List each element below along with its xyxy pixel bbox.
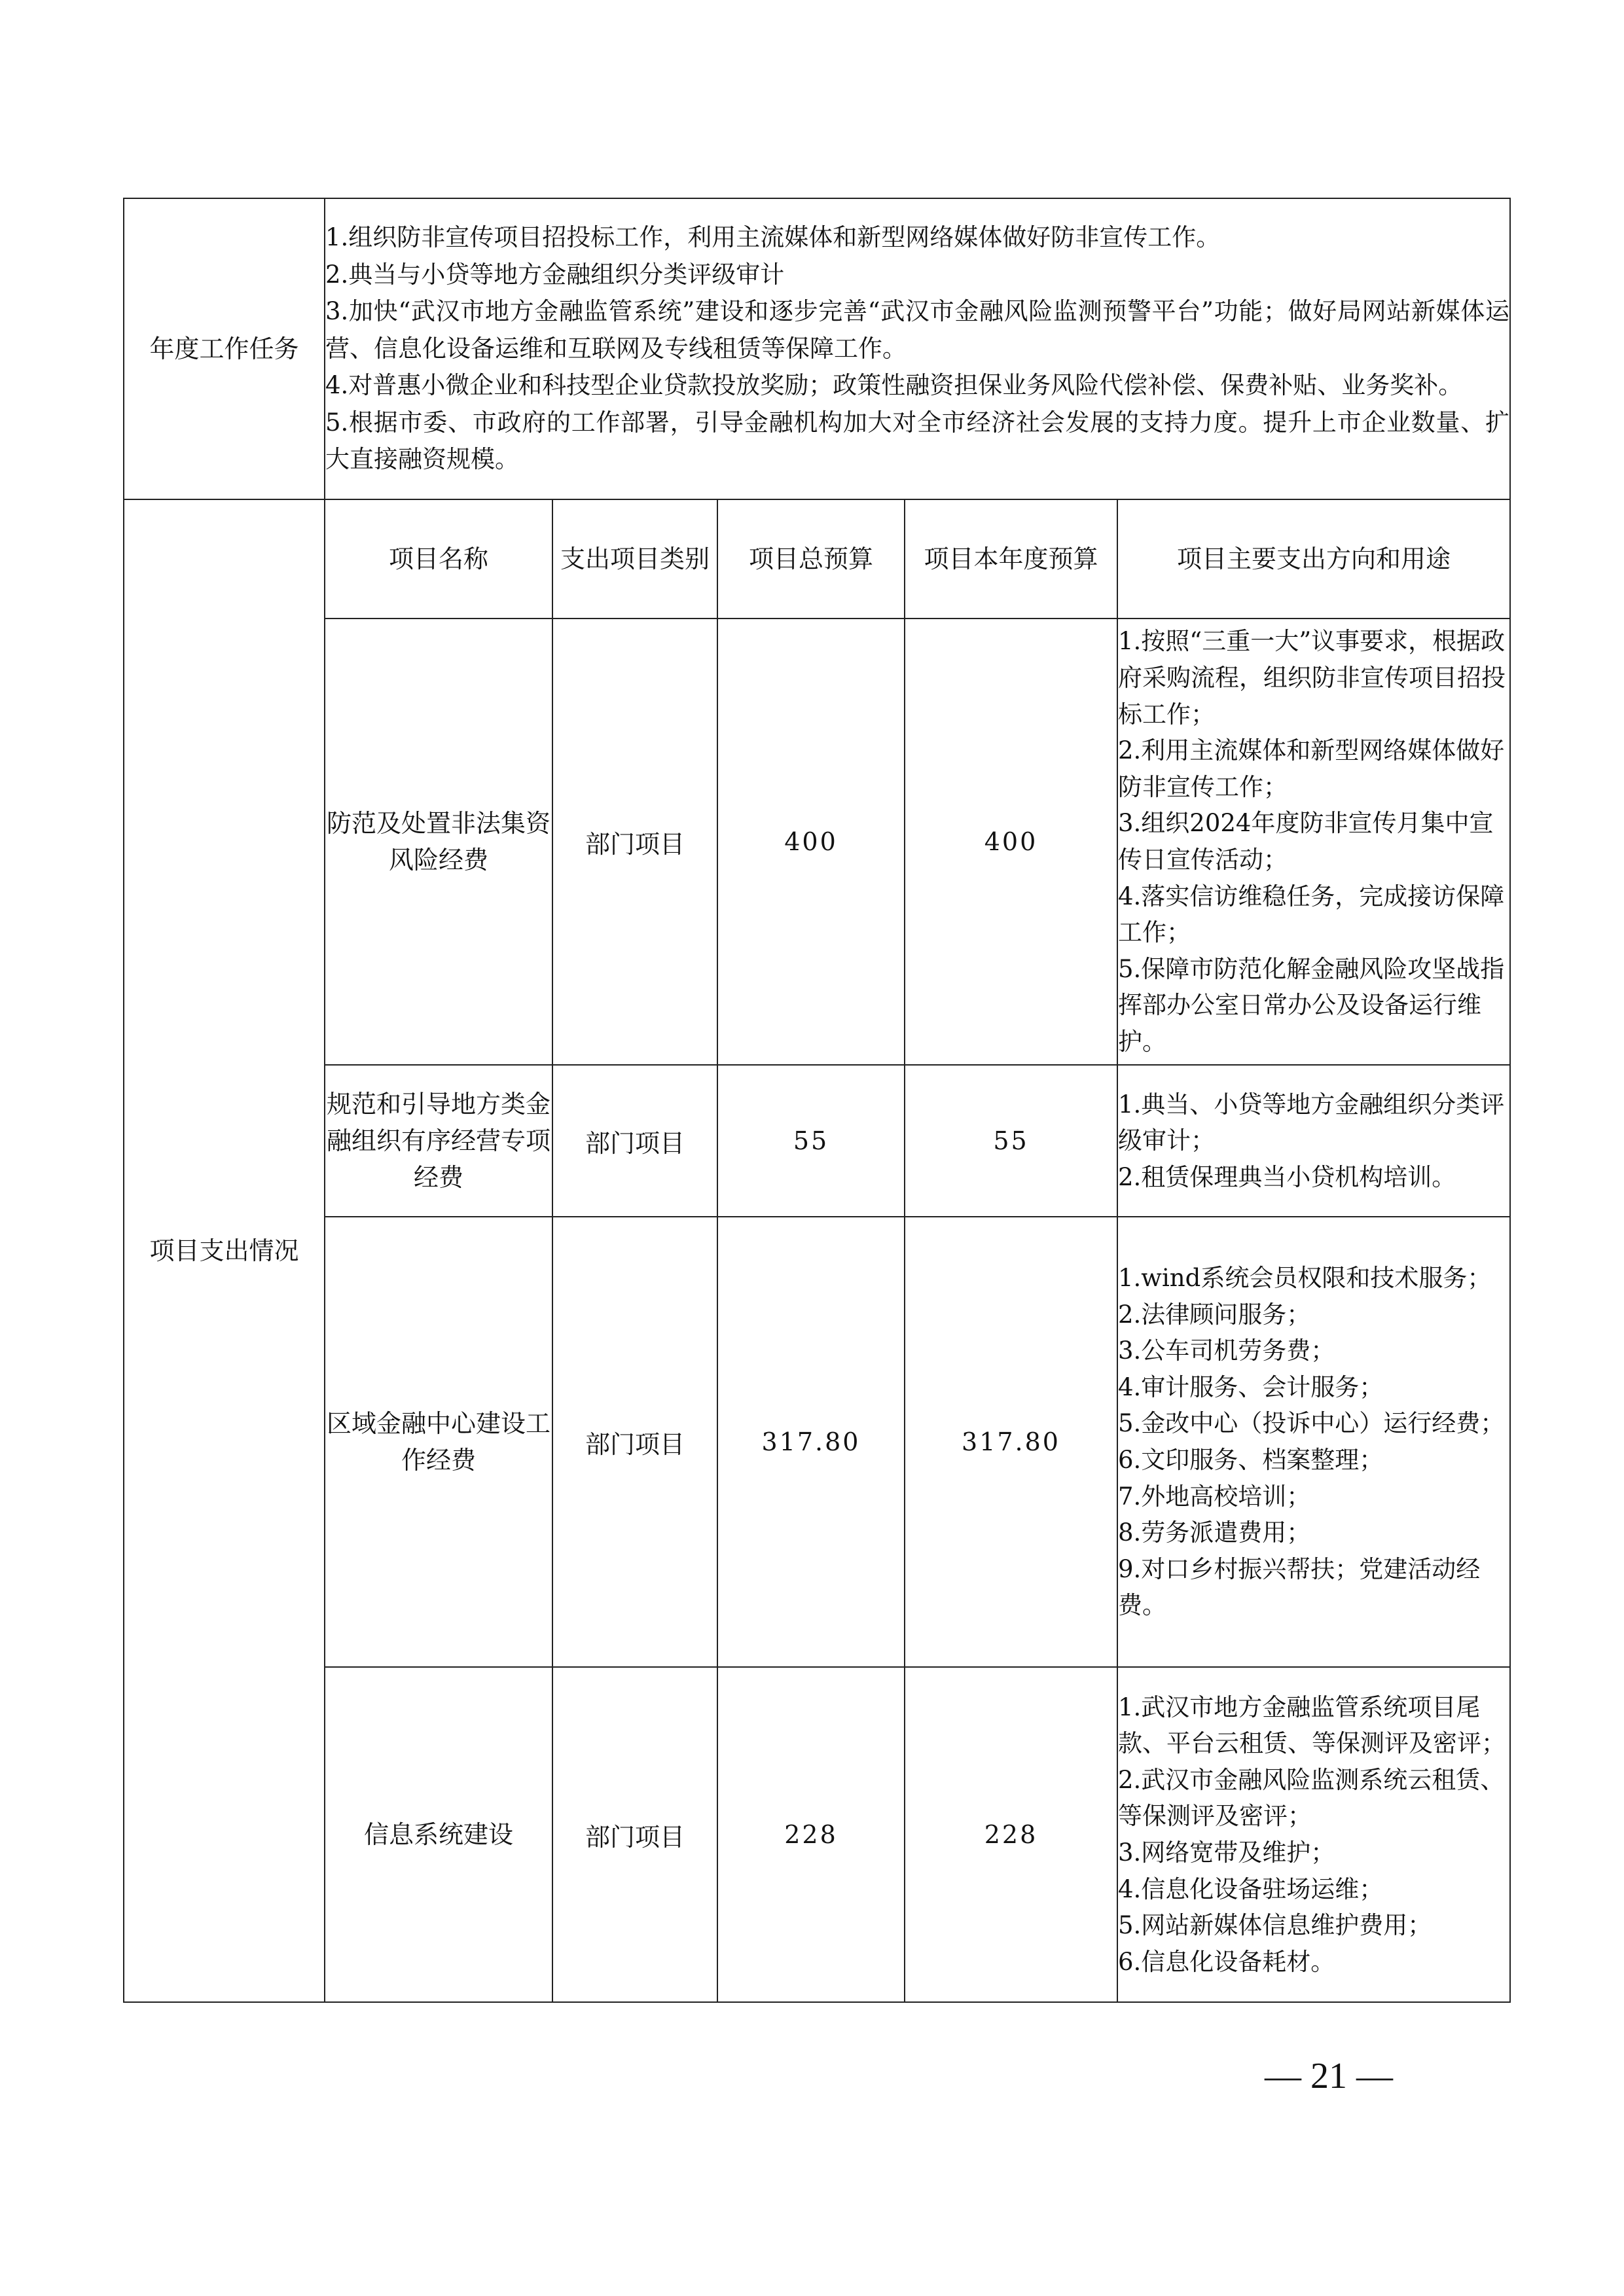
project-annual-budget: 400 [905, 619, 1117, 1065]
usage-item: 4.信息化设备驻场运维； [1118, 1874, 1384, 1903]
project-name: 区域金融中心建设工作经费 [325, 1217, 552, 1667]
usage-item: 5.金改中心（投诉中心）运行经费； [1118, 1409, 1505, 1438]
usage-item: 2.武汉市金融风险监测系统云租赁、等保测评及密评； [1118, 1765, 1505, 1831]
usage-item: 2.租赁保理典当小贷机构培训。 [1118, 1162, 1456, 1191]
table-row [124, 619, 1510, 1065]
project-annual-budget: 228 [905, 1667, 1117, 2002]
project-spending-label: 项目支出情况 [124, 499, 325, 2002]
project-category: 部门项目 [552, 619, 717, 1065]
page-number: — 21 — [1265, 2056, 1393, 2096]
annual-task-item: 5.根据市委、市政府的工作部署，引导金融机构加大对全市经济社会发展的支持力度。提升上市企业数量、扩大直接融资规模。 [325, 408, 1510, 474]
usage-item: 7.外地高校培训； [1118, 1482, 1311, 1511]
project-total-budget: 400 [717, 619, 905, 1065]
project-category: 部门项目 [552, 1667, 717, 2002]
header-project-name: 项目名称 [325, 499, 552, 619]
usage-item: 5.保障市防范化解金融风险攻坚战指挥部办公室日常办公及设备运行维护。 [1118, 954, 1505, 1056]
header-usage: 项目主要支出方向和用途 [1117, 499, 1510, 619]
project-usage [1117, 619, 1510, 1065]
usage-item: 1.武汉市地方金融监管系统项目尾款、平台云租赁、等保测评及密评； [1118, 1693, 1506, 1758]
project-usage [1117, 1667, 1510, 2002]
usage-item: 8.劳务派遣费用； [1118, 1518, 1311, 1547]
table-row [124, 1065, 1510, 1217]
annual-tasks-row [124, 198, 1510, 499]
usage-item: 2.利用主流媒体和新型网络媒体做好防非宣传工作； [1118, 736, 1505, 801]
project-total-budget: 317.80 [717, 1217, 905, 1667]
usage-item: 5.网站新媒体信息维护费用； [1118, 1911, 1432, 1940]
project-name: 防范及处置非法集资风险经费 [325, 619, 552, 1065]
usage-item: 2.法律顾问服务； [1118, 1300, 1311, 1329]
project-total-budget: 55 [717, 1065, 905, 1217]
annual-task-item: 3.加快“武汉市地方金融监管系统”建设和逐步完善“武汉市金融风险监测预警平台”功能；做好局网站新媒体运营、信息化设备运维和互联网及专线租赁等保障工作。 [325, 297, 1510, 363]
usage-item: 1.按照“三重一大”议事要求，根据政府采购流程，组织防非宣传项目招投标工作； [1118, 627, 1506, 728]
usage-item: 3.组织2024年度防非宣传月集中宣传日宣传活动； [1118, 809, 1494, 874]
usage-item: 4.落实信访维稳任务，完成接访保障工作； [1118, 882, 1505, 947]
annual-tasks-content [325, 198, 1510, 499]
header-total-budget: 项目总预算 [717, 499, 905, 619]
header-annual-budget: 项目本年度预算 [905, 499, 1117, 619]
project-annual-budget: 55 [905, 1065, 1117, 1217]
annual-task-item: 1.组织防非宣传项目招投标工作，利用主流媒体和新型网络媒体做好防非宣传工作。 [325, 223, 1221, 252]
annual-task-item: 2.典当与小贷等地方金融组织分类评级审计 [325, 260, 785, 289]
table-row [124, 1217, 1510, 1667]
project-category: 部门项目 [552, 1065, 717, 1217]
table-row [124, 1667, 1510, 2002]
project-total-budget: 228 [717, 1667, 905, 2002]
project-annual-budget: 317.80 [905, 1217, 1117, 1667]
project-usage [1117, 1217, 1510, 1667]
annual-tasks-label: 年度工作任务 [124, 198, 325, 499]
budget-table [123, 198, 1511, 2003]
usage-item: 6.信息化设备耗材。 [1118, 1947, 1335, 1976]
project-category: 部门项目 [552, 1217, 717, 1667]
annual-task-item: 4.对普惠小微企业和科技型企业贷款投放奖励；政策性融资担保业务风险代偿补偿、保费补贴、业务奖补。 [325, 371, 1463, 400]
project-name: 规范和引导地方类金融组织有序经营专项经费 [325, 1065, 552, 1217]
usage-item: 3.网络宽带及维护； [1118, 1839, 1335, 1867]
usage-item: 1.典当、小贷等地方金融组织分类评级审计； [1118, 1090, 1505, 1155]
table-header-row [124, 499, 1510, 619]
header-category: 支出项目类别 [552, 499, 717, 619]
project-usage [1117, 1065, 1510, 1217]
usage-item: 6.文印服务、档案整理； [1118, 1446, 1384, 1474]
project-name: 信息系统建设 [325, 1667, 552, 2002]
usage-item: 4.审计服务、会计服务； [1118, 1372, 1384, 1401]
usage-item: 1.wind系统会员权限和技术服务； [1118, 1264, 1492, 1293]
usage-item: 9.对口乡村振兴帮扶；党建活动经费。 [1118, 1554, 1481, 1620]
usage-item: 3.公车司机劳务费； [1118, 1336, 1335, 1365]
